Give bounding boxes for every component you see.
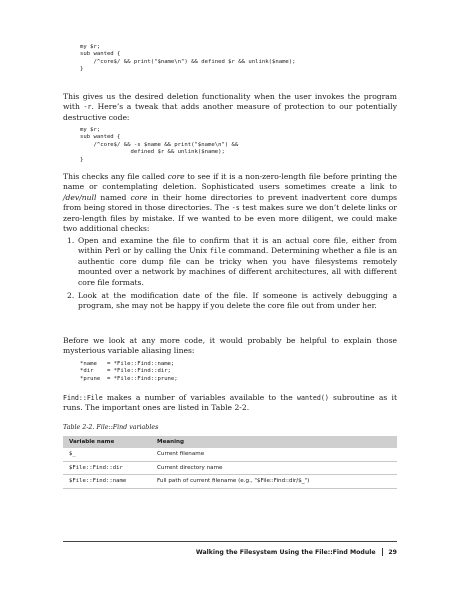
table-cell: $File::Find::name [63,475,151,489]
table-cell: $_ [63,448,151,461]
paragraph-nonzero-check: This checks any file called core to see if it is a non-zero-length file before printing the name or contemplating deletion. Sophisticated users sometimes create a link to /dev/null named core in their home directories to prevent inadvertent core dumps from being stored in those directories. The -s test makes sure we don’t delete links or zero-length files by mistake. If we wanted to be even more diligent, we could make two additional checks: [63,172,397,234]
column-header-meaning: Meaning [151,436,397,448]
footer-divider [63,541,397,542]
additional-checks-list [63,236,397,312]
footer-separator [382,548,383,556]
code-block-wanted-nonzero: my $r; sub wanted { /^core$/ && -s $name && print("$name\n") && defined $r && unlink($name); } [80,127,239,163]
table-cell: Full path of current filename (e.g., "$File::Find::dir/$_") [151,475,397,489]
code-block-wanted-basic: my $r; sub wanted { /^core$/ && print("$name\n") && defined $r && unlink($name); } [80,44,296,73]
paragraph-aliasing-intro: Before we look at any more code, it would probably be helpful to explain those mysterious variable aliasing lines: [63,336,397,356]
table-cell: Current filename [151,448,397,461]
page-footer [196,548,397,556]
table-row [63,461,397,475]
table-row [63,475,397,489]
paragraph-deletion-functionality: This gives us the desired deletion functionality when the user invokes the program with -r. Here’s a tweak that adds another measure of protection to our potentially destructive code: [63,92,397,122]
table-caption: Table 2-2. File::Find variables [63,424,159,431]
column-header-variable: Variable name [63,436,151,448]
page-number: 29 [388,549,397,556]
table-header-row [63,436,397,448]
code-block-aliasing: *name = *File::Find::name; *dir = *File::Find::dir; *prune = *File::Find::prune; [80,361,178,382]
table-row [63,448,397,461]
variables-table [63,436,397,489]
footer-running-title: Walking the Filesystem Using the File::Find Module [195,549,376,556]
table-cell: Current directory name [151,461,397,475]
table-cell: $File::Find::dir [63,461,151,475]
list-item: 1. Open and examine the file to confirm that it is an actual core file, either from within Perl or by calling the Unix file command. Determining whether a file is an authentic core dump file can be tricky when you have filesystems remotely mounted over a network by machines of different architectures, all with different core file formats. [67,236,397,287]
paragraph-find-variables: Find::File makes a number of variables available to the wanted() subroutine as it runs. The important ones are listed in Table 2-2. [63,393,397,413]
list-item: 2. Look at the modification date of the file. If someone is actively debugging a program, she may not be happy if you delete the core file out from under her. [67,291,397,311]
